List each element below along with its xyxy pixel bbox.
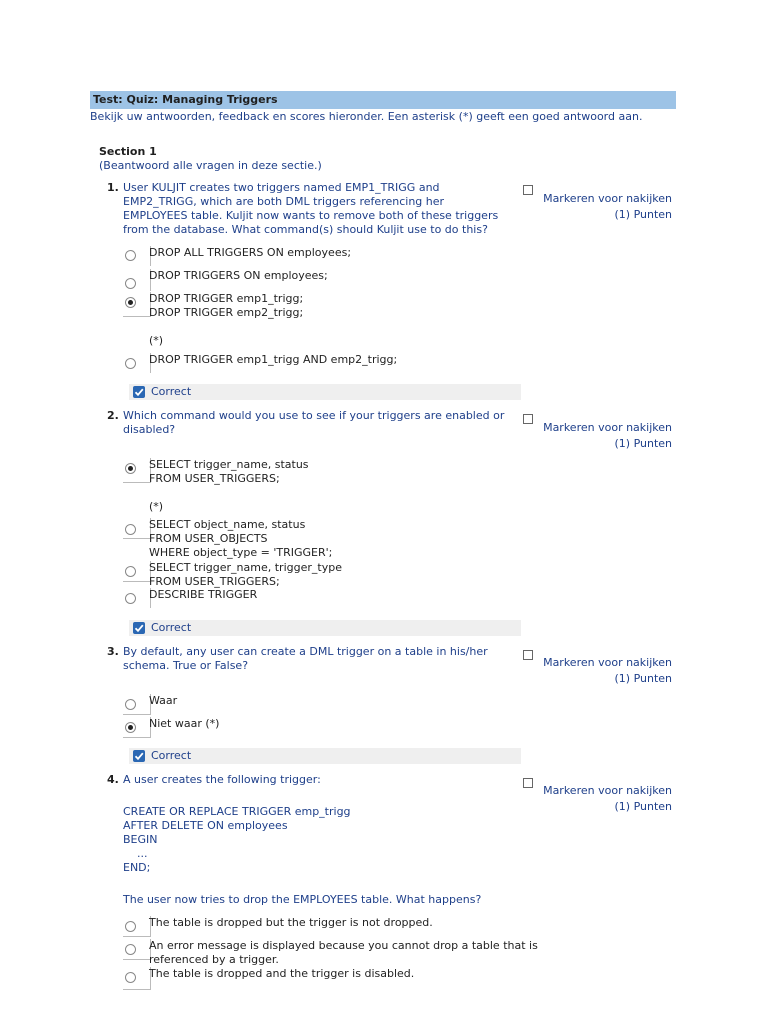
radio-button[interactable] (125, 972, 136, 983)
option-divider (123, 936, 151, 937)
points-label: (1) Punten (614, 437, 672, 450)
option-divider (123, 581, 151, 582)
option-text: DROP TRIGGER emp1_trigg; DROP TRIGGER emp2_trigg; (*) (149, 292, 304, 347)
option-text: The table is dropped and the trigger is disabled. (149, 967, 415, 980)
mark-label-text: Markeren voor nakijken (543, 656, 672, 669)
mark-for-review-label (532, 191, 672, 223)
radio-button[interactable] (125, 358, 136, 369)
checkmark-icon (133, 386, 145, 398)
radio-button[interactable] (125, 593, 136, 604)
option-text: DROP TRIGGER emp1_trigg AND emp2_trigg; (149, 353, 398, 366)
option-text: Niet waar (*) (149, 717, 220, 730)
quiz-title: Test: Quiz: Managing Triggers (93, 93, 278, 106)
radio-button[interactable] (125, 250, 136, 261)
question-number: 4. (107, 773, 119, 786)
radio-button-selected[interactable] (125, 722, 136, 733)
question-text: User KULJIT creates two triggers named EMP1_TRIGG and EMP2_TRIGG, which are both DML triggers referencing her EMPLOYEES table. Kuljit now wants to remove both of these triggers from the database. What command(s) should Kuljit use to do this? (123, 181, 499, 236)
mark-for-review-label (532, 655, 672, 687)
option-text: DROP TRIGGERS ON employees; (149, 269, 328, 282)
option-divider (123, 959, 151, 960)
mark-for-review-label (532, 420, 672, 452)
quiz-header (90, 91, 676, 109)
question-number: 3. (107, 645, 119, 658)
section-subtitle: (Beantwoord alle vragen in deze sectie.) (99, 159, 322, 172)
option-text: The table is dropped but the trigger is not dropped. (149, 916, 433, 929)
radio-button[interactable] (125, 524, 136, 535)
option-divider (123, 737, 151, 738)
correct-label: Correct (151, 621, 192, 634)
question-text: Which command would you use to see if your triggers are enabled or disabled? (123, 409, 505, 436)
question-followup: The user now tries to drop the EMPLOYEES table. What happens? (123, 893, 482, 906)
radio-button[interactable] (125, 944, 136, 955)
option-text: An error message is displayed because you cannot drop a table that is referenced by a trigger. (149, 939, 538, 966)
mark-for-review-label (532, 783, 672, 815)
option-divider (123, 482, 151, 483)
option-text: SELECT trigger_name, status FROM USER_TRIGGERS; (*) (149, 458, 309, 513)
feedback-bar (129, 620, 521, 636)
points-label: (1) Punten (614, 800, 672, 813)
feedback-bar (129, 384, 521, 400)
points-label: (1) Punten (614, 672, 672, 685)
option-text: SELECT object_name, status FROM USER_OBJECTS WHERE object_type = 'TRIGGER'; (149, 518, 333, 559)
radio-button-selected[interactable] (125, 297, 136, 308)
points-label: (1) Punten (614, 208, 672, 221)
section-title: Section 1 (99, 145, 157, 158)
question-number: 2. (107, 409, 119, 422)
intro-text: Bekijk uw antwoorden, feedback en scores hieronder. Een asterisk (*) geeft een goed antwoord aan. (90, 110, 643, 123)
option-text: DESCRIBE TRIGGER (149, 588, 258, 601)
option-divider (123, 989, 151, 990)
radio-button[interactable] (125, 566, 136, 577)
question-text: By default, any user can create a DML trigger on a table in his/her schema. True or False? (123, 645, 488, 672)
checkmark-icon (133, 622, 145, 634)
feedback-bar (129, 748, 521, 764)
question-number: 1. (107, 181, 119, 194)
radio-button[interactable] (125, 921, 136, 932)
mark-label-text: Markeren voor nakijken (543, 784, 672, 797)
code-block: CREATE OR REPLACE TRIGGER emp_trigg AFTER DELETE ON employees BEGIN ... END; (123, 805, 351, 874)
mark-label-text: Markeren voor nakijken (543, 192, 672, 205)
checkmark-icon (133, 750, 145, 762)
radio-button-selected[interactable] (125, 463, 136, 474)
radio-button[interactable] (125, 699, 136, 710)
option-text: SELECT trigger_name, trigger_type FROM USER_TRIGGERS; (149, 561, 342, 588)
correct-label: Correct (151, 749, 192, 762)
radio-button[interactable] (125, 278, 136, 289)
option-text: Waar (149, 694, 178, 707)
correct-label: Correct (151, 385, 192, 398)
option-divider (123, 714, 151, 715)
mark-label-text: Markeren voor nakijken (543, 421, 672, 434)
question-text: A user creates the following trigger: (123, 773, 321, 786)
option-divider (123, 316, 151, 317)
option-text: DROP ALL TRIGGERS ON employees; (149, 246, 352, 259)
option-divider (123, 538, 151, 539)
